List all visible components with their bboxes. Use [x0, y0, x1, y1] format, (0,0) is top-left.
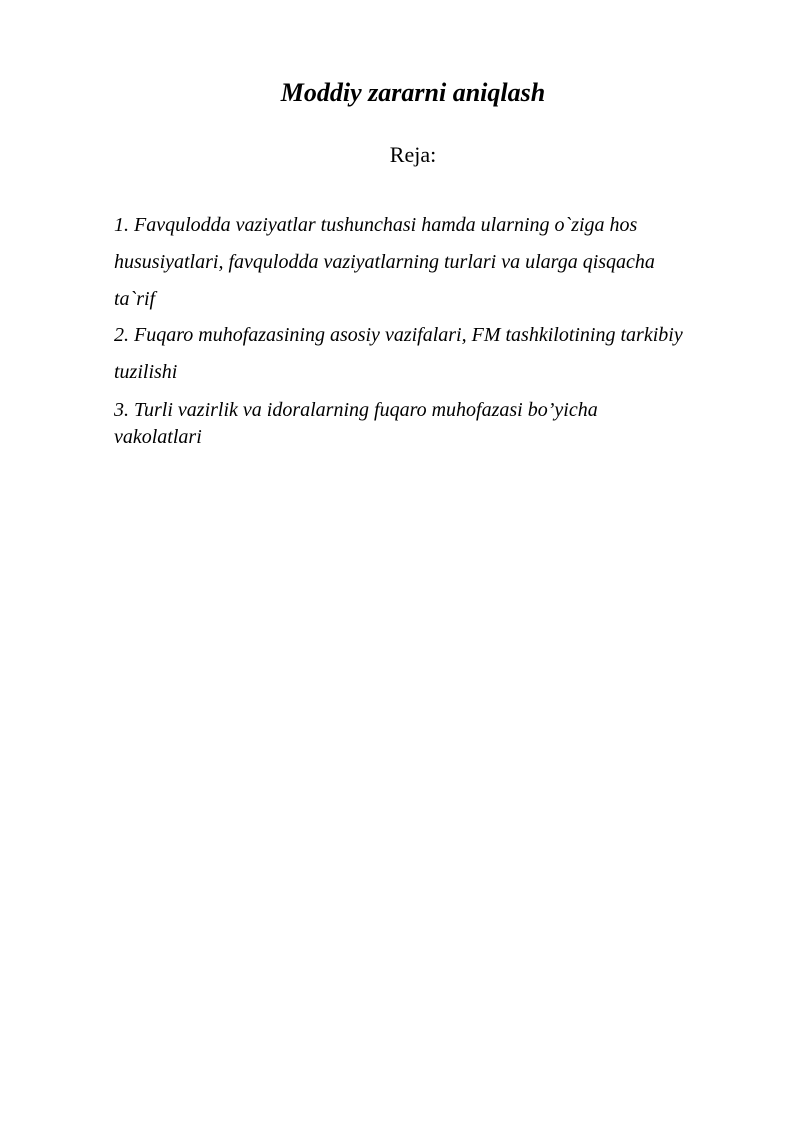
plan-item-1-line-3: ta`rif	[114, 288, 156, 310]
plan-item-3-line-1: 3. Turli vazirlik va idoralarning fuqaro muhofazasi bo’yicha	[114, 399, 598, 421]
plan-item-1-line-2: hususiyatlari, favqulodda vaziyatlarning turlari va ularga qisqacha	[114, 251, 655, 273]
plan-heading: Reja:	[389, 142, 437, 167]
document-title: Moddiy zararni aniqlash	[280, 78, 546, 107]
plan-item-1-line-1: 1. Favqulodda vaziyatlar tushunchasi hamda ularning o`ziga hos	[114, 214, 638, 236]
plan-item-2-line-2: tuzilishi	[114, 361, 178, 383]
plan-item-3-line-2: vakolatlari	[114, 426, 202, 448]
plan-item-2-line-1: 2. Fuqaro muhofazasining asosiy vazifalari, FM tashkilotining tarkibiy	[114, 324, 683, 346]
